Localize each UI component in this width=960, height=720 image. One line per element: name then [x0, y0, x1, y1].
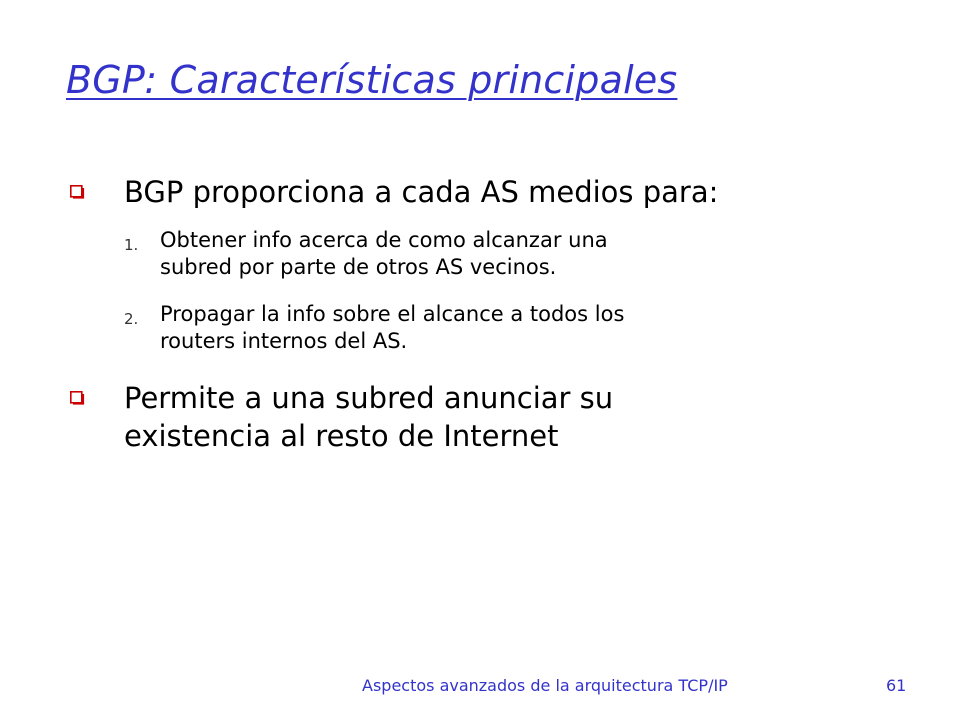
bullet-2-line: Permite a una subred anunciar su [124, 381, 614, 415]
sub-item-line: Obtener info acerca de como alcanzar una [160, 228, 608, 252]
bullet-2-line: existencia al resto de Internet [124, 419, 559, 453]
sub-item-number: 2. [124, 310, 139, 328]
bullet-1-text: BGP proporciona a cada AS medios para: [124, 175, 719, 209]
checkbox-square-icon [70, 391, 86, 405]
sub-item-line: Propagar la info sobre el alcance a todos los [160, 302, 625, 326]
sub-item-number: 1. [124, 236, 139, 254]
sub-item-line: subred por parte de otros AS vecinos. [160, 255, 557, 279]
sub-item-line: routers internos del AS. [160, 329, 408, 353]
slide-title: BGP: Características principales [66, 58, 678, 102]
footer-title: Aspectos avanzados de la arquitectura TCP/IP [362, 676, 728, 695]
page-number: 61 [886, 676, 907, 695]
checkbox-square-icon [70, 185, 86, 199]
